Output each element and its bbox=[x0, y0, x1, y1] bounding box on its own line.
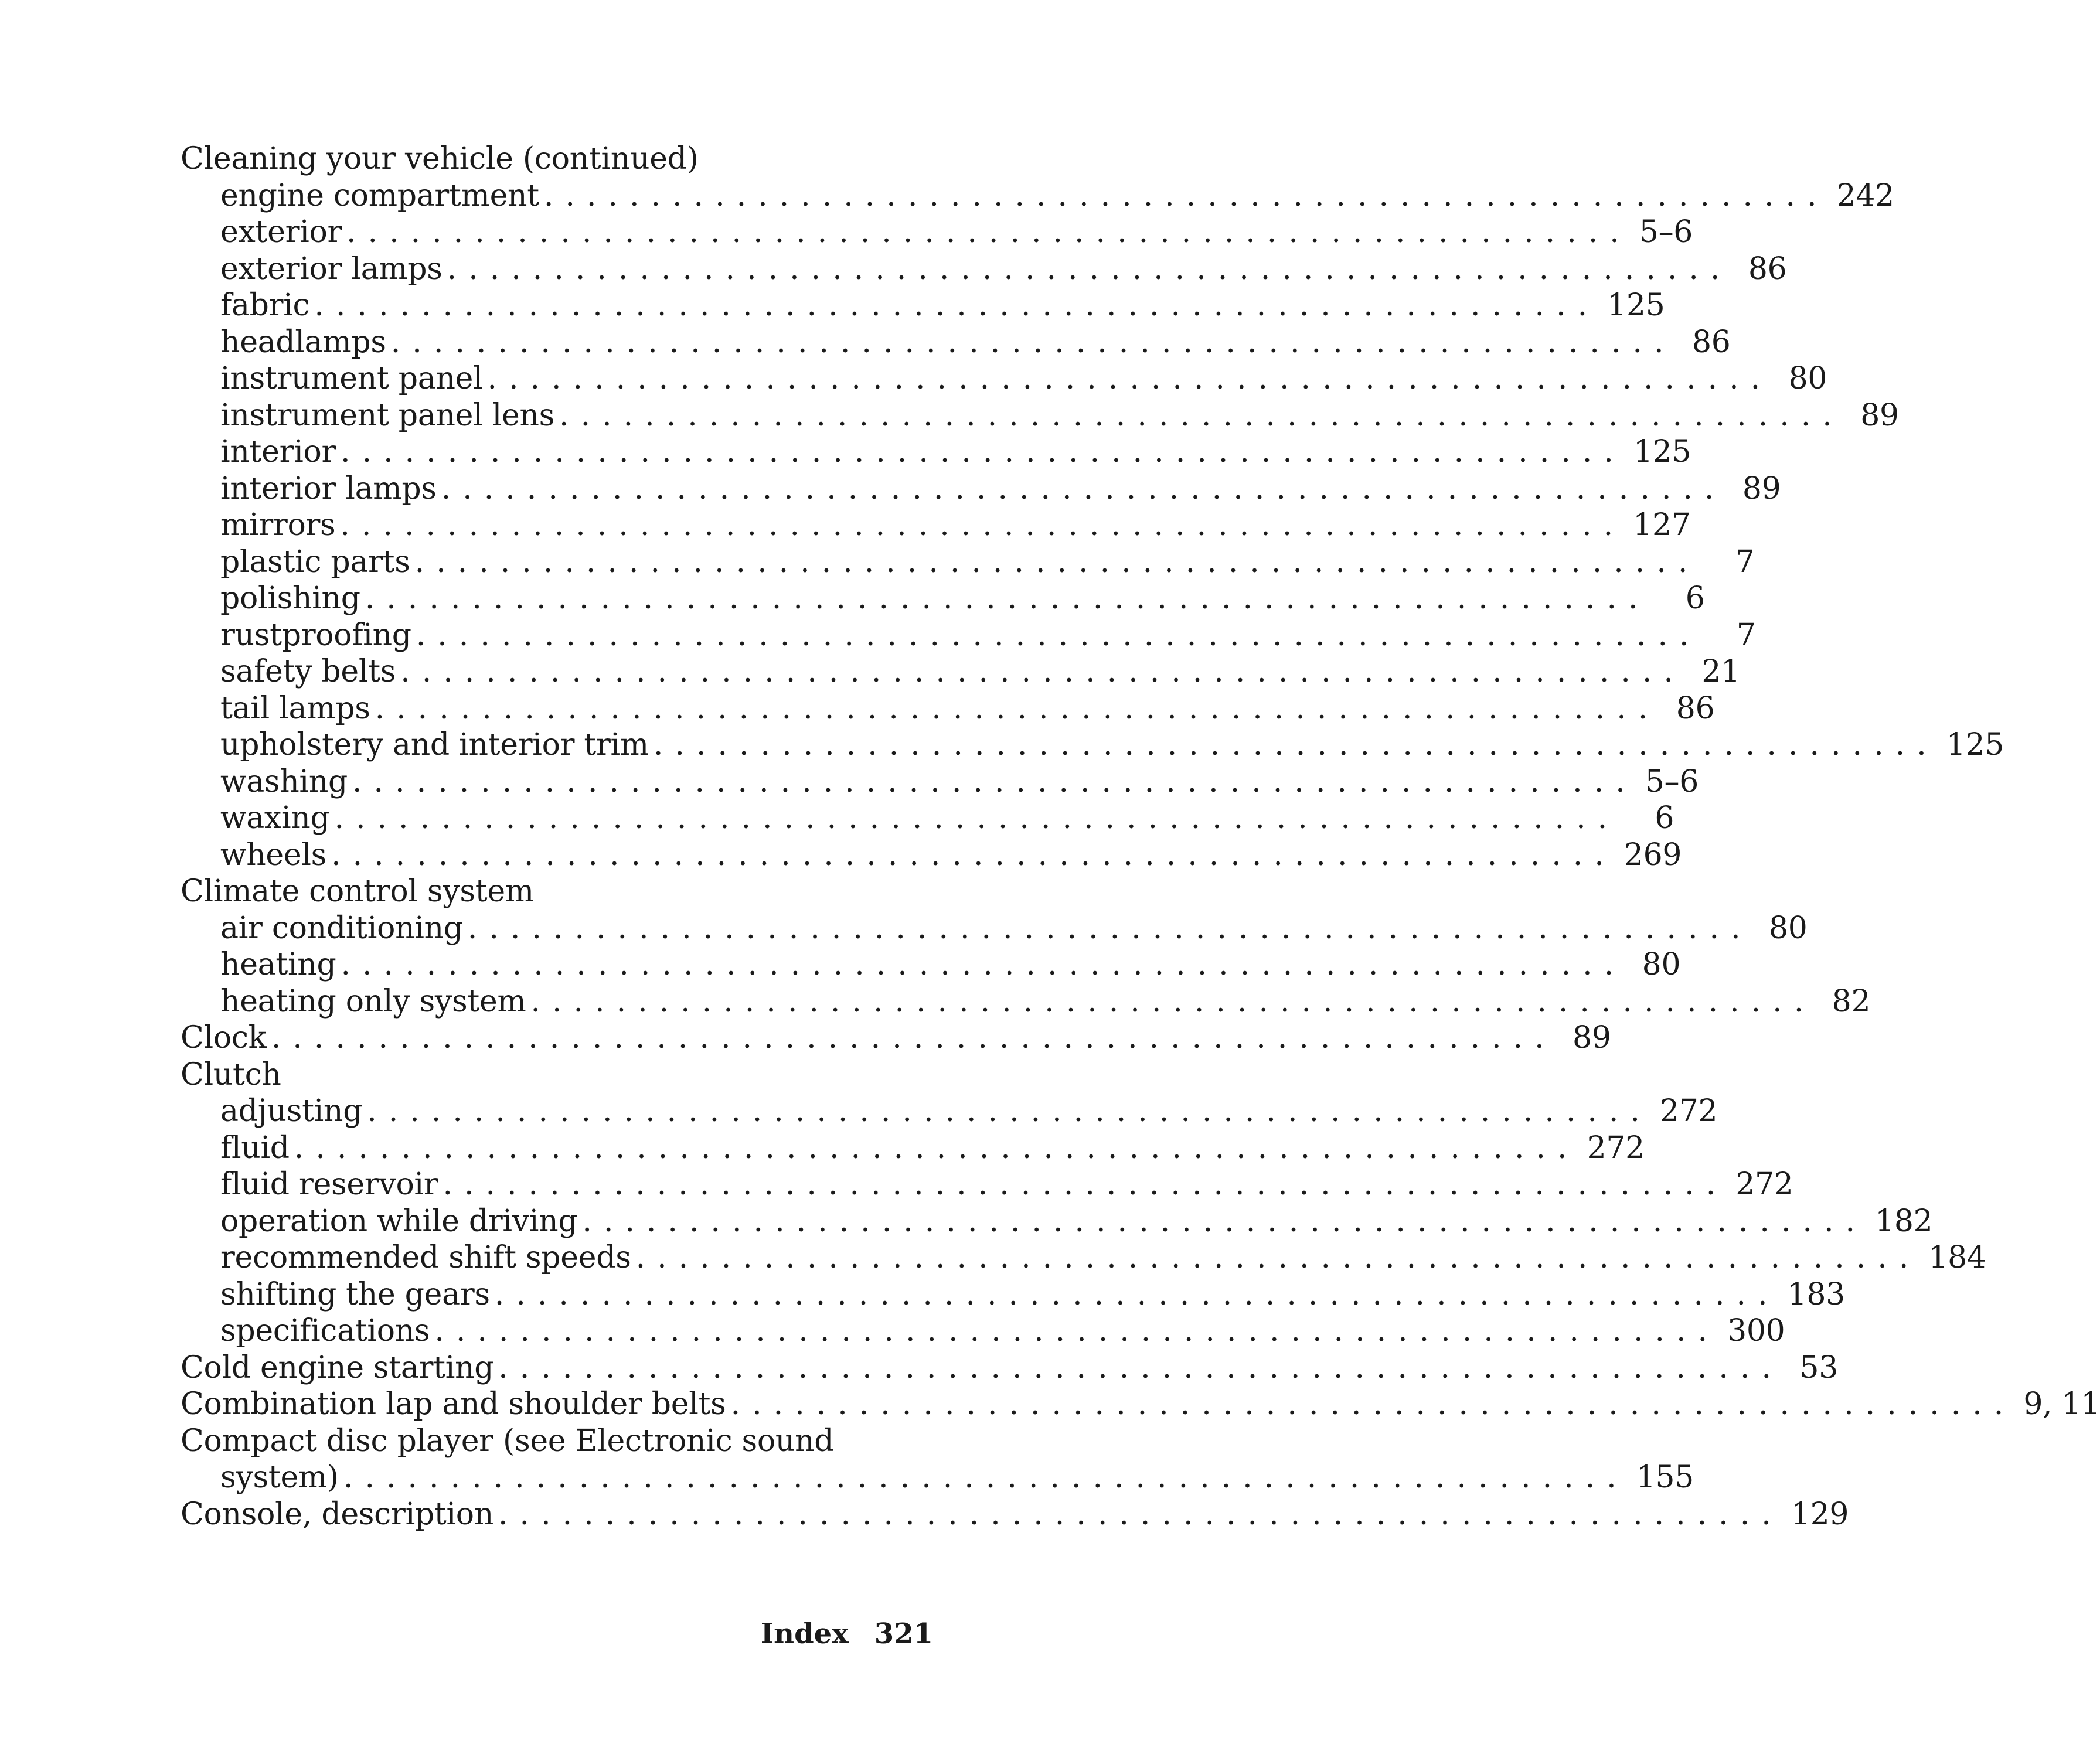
index-page-ref: 5–6 bbox=[1639, 214, 1693, 250]
index-term: plastic parts bbox=[220, 544, 410, 580]
index-entry bbox=[181, 1020, 1611, 1057]
index-page-ref: 184 bbox=[1928, 1240, 1986, 1275]
index-page-ref: 6 bbox=[1685, 581, 1705, 616]
index-subentry bbox=[181, 251, 1787, 288]
index-page-ref: 82 bbox=[1832, 983, 1871, 1019]
dot-leader: ............................................................ bbox=[635, 1240, 1921, 1275]
index-subentry bbox=[181, 1276, 1845, 1313]
dot-leader: ............................................................ bbox=[498, 1350, 1784, 1385]
dot-leader: ............................................................ bbox=[400, 654, 1685, 689]
index-page-ref: 125 bbox=[1633, 434, 1691, 469]
dot-leader: ............................................................ bbox=[447, 251, 1732, 287]
dot-leader: ............................................................ bbox=[294, 1130, 1579, 1166]
index-term: safety belts bbox=[220, 654, 396, 689]
index-page-ref: 272 bbox=[1735, 1167, 1793, 1202]
index-page-ref: 125 bbox=[1607, 288, 1665, 323]
index-term: Combination lap and shoulder belts bbox=[181, 1387, 726, 1422]
dot-leader: ............................................................ bbox=[441, 471, 1726, 506]
index-page-ref: 183 bbox=[1787, 1276, 1845, 1312]
index-subentry bbox=[181, 397, 1899, 434]
index-subentry bbox=[181, 837, 1682, 874]
index-subentry bbox=[181, 1093, 1718, 1130]
index-page-ref: 129 bbox=[1791, 1496, 1849, 1532]
dot-leader: ............................................................ bbox=[343, 1460, 1628, 1495]
index-subentry bbox=[181, 727, 2004, 764]
index-term: fluid bbox=[220, 1130, 290, 1166]
index-subentry bbox=[181, 580, 1705, 617]
index-term: exterior bbox=[220, 214, 342, 250]
index-subentry bbox=[181, 1459, 1694, 1496]
dot-leader: ............................................................ bbox=[467, 910, 1752, 946]
index-subentry bbox=[181, 287, 1665, 324]
index-term: Compact disc player (see Electronic sound bbox=[181, 1423, 834, 1459]
index-term: washing bbox=[220, 764, 348, 799]
index-term: system) bbox=[220, 1460, 339, 1495]
index-page-ref: 300 bbox=[1727, 1313, 1785, 1348]
index-subentry bbox=[181, 653, 1740, 690]
index-page-ref: 5–6 bbox=[1645, 764, 1699, 799]
dot-leader: ............................................................ bbox=[582, 1203, 1867, 1239]
index-subentry bbox=[181, 764, 1699, 801]
index-subentry bbox=[181, 360, 1827, 397]
index-term: mirrors bbox=[220, 508, 336, 543]
dot-leader: ............................................................ bbox=[730, 1387, 2016, 1422]
index-term: instrument panel lens bbox=[220, 397, 555, 433]
index-subentry bbox=[181, 1239, 1986, 1276]
index-page-ref: 80 bbox=[1768, 910, 1808, 946]
index-subentry bbox=[181, 1130, 1645, 1167]
dot-leader: ............................................................ bbox=[314, 288, 1599, 323]
index-term: air conditioning bbox=[220, 910, 463, 946]
index-term: Cleaning your vehicle (continued) bbox=[181, 141, 699, 176]
index-term: shifting the gears bbox=[220, 1276, 490, 1312]
index-subentry bbox=[181, 910, 1808, 947]
index-term: Climate control system bbox=[181, 874, 534, 909]
index-term: interior bbox=[220, 434, 336, 469]
dot-leader: ............................................................ bbox=[334, 801, 1619, 836]
index-entry bbox=[181, 141, 933, 178]
index-term: exterior lamps bbox=[220, 251, 443, 287]
index-entry bbox=[181, 873, 933, 910]
index-subentry bbox=[181, 617, 1756, 654]
dot-leader: ............................................................ bbox=[352, 764, 1637, 799]
index-subentry bbox=[181, 1166, 1793, 1203]
index-subentry bbox=[181, 946, 1681, 983]
index-list bbox=[181, 141, 2100, 1532]
index-term: adjusting bbox=[220, 1094, 363, 1129]
dot-leader: ............................................................ bbox=[434, 1313, 1720, 1348]
index-page-ref: 242 bbox=[1836, 178, 1894, 213]
index-page-ref: 86 bbox=[1676, 690, 1715, 726]
index-term: heating bbox=[220, 947, 336, 982]
index-subentry bbox=[181, 544, 1755, 581]
index-term: Clutch bbox=[181, 1057, 281, 1092]
index-page-ref: 125 bbox=[1946, 727, 2004, 762]
index-page-ref: 86 bbox=[1691, 324, 1731, 360]
index-subentry bbox=[181, 471, 1781, 508]
index-page-ref: 155 bbox=[1636, 1460, 1694, 1495]
index-term: fabric bbox=[220, 288, 310, 323]
index-subentry bbox=[181, 507, 1691, 544]
index-term: tail lamps bbox=[220, 690, 370, 726]
index-term: headlamps bbox=[220, 324, 386, 360]
dot-leader: ............................................................ bbox=[494, 1276, 1779, 1312]
index-page-ref: 272 bbox=[1587, 1130, 1645, 1166]
dot-leader: ............................................................ bbox=[498, 1496, 1783, 1532]
index-page-ref: 80 bbox=[1642, 947, 1681, 982]
index-subentry bbox=[181, 800, 1674, 837]
dot-leader: ............................................................ bbox=[530, 983, 1816, 1019]
dot-leader: ............................................................ bbox=[341, 434, 1625, 469]
dot-leader: ............................................................ bbox=[487, 361, 1772, 396]
index-entry bbox=[181, 1496, 1849, 1533]
index-term: heating only system bbox=[220, 983, 526, 1019]
dot-leader: ............................................................ bbox=[559, 397, 1844, 433]
dot-leader: ............................................................ bbox=[416, 617, 1701, 653]
index-page-ref: 272 bbox=[1659, 1094, 1718, 1129]
dot-leader: ............................................................ bbox=[653, 727, 1938, 762]
index-page-ref: 89 bbox=[1742, 471, 1781, 506]
index-subentry bbox=[181, 214, 1693, 251]
dot-leader: ............................................................ bbox=[390, 324, 1676, 360]
index-page-ref: 269 bbox=[1623, 837, 1682, 873]
dot-leader: ............................................................ bbox=[341, 947, 1626, 982]
index-entry bbox=[181, 1386, 2100, 1423]
index-page-ref: 182 bbox=[1875, 1203, 1933, 1239]
index-entry bbox=[181, 1057, 933, 1094]
index-term: fluid reservoir bbox=[220, 1167, 438, 1202]
footer-page-number: 321 bbox=[874, 1617, 933, 1650]
page-footer bbox=[761, 1617, 933, 1650]
index-subentry bbox=[181, 983, 1871, 1020]
index-term: instrument panel bbox=[220, 361, 483, 396]
index-entry bbox=[181, 1423, 933, 1460]
index-page-ref: 7 bbox=[1735, 544, 1755, 580]
index-term: rustproofing bbox=[220, 617, 411, 653]
index-page-ref: 7 bbox=[1736, 617, 1756, 653]
index-page-ref: 6 bbox=[1655, 801, 1674, 836]
index-term: Cold engine starting bbox=[181, 1350, 494, 1385]
dot-leader: ............................................................ bbox=[543, 178, 1829, 213]
dot-leader: ............................................................ bbox=[375, 690, 1660, 726]
index-term: Clock bbox=[181, 1020, 267, 1055]
index-term: specifications bbox=[220, 1313, 430, 1348]
dot-leader: ............................................................ bbox=[367, 1094, 1652, 1129]
index-page-ref: 9, 11 bbox=[2023, 1387, 2100, 1422]
index-page-ref: 127 bbox=[1633, 508, 1691, 543]
index-subentry bbox=[181, 324, 1731, 361]
dot-leader: ............................................................ bbox=[443, 1167, 1728, 1202]
index-entry bbox=[181, 1350, 1839, 1387]
index-page-ref: 21 bbox=[1701, 654, 1740, 689]
dot-leader: ............................................................ bbox=[331, 837, 1616, 873]
index-term: interior lamps bbox=[220, 471, 437, 506]
index-subentry bbox=[181, 690, 1715, 727]
index-page-ref: 80 bbox=[1788, 361, 1827, 396]
index-subentry bbox=[181, 434, 1691, 471]
dot-leader: ............................................................ bbox=[414, 544, 1700, 580]
dot-leader: ............................................................ bbox=[340, 508, 1625, 543]
index-term: wheels bbox=[220, 837, 327, 873]
index-term: upholstery and interior trim bbox=[220, 727, 649, 762]
index-subentry bbox=[181, 1203, 1933, 1240]
index-term: operation while driving bbox=[220, 1203, 578, 1239]
index-term: engine compartment bbox=[220, 178, 539, 213]
index-page-ref: 89 bbox=[1573, 1020, 1611, 1055]
index-term: polishing bbox=[220, 581, 360, 616]
index-term: recommended shift speeds bbox=[220, 1240, 631, 1275]
index-term: waxing bbox=[220, 801, 330, 836]
index-page-ref: 86 bbox=[1748, 251, 1787, 287]
dot-leader: ............................................................ bbox=[365, 581, 1650, 616]
index-page-ref: 89 bbox=[1860, 397, 1899, 433]
dot-leader: ............................................................ bbox=[346, 214, 1631, 250]
footer-section-label: Index bbox=[760, 1617, 849, 1650]
dot-leader: ............................................................ bbox=[271, 1020, 1556, 1055]
index-subentry bbox=[181, 178, 1894, 214]
index-term: Console, description bbox=[181, 1496, 494, 1532]
index-subentry bbox=[181, 1313, 1785, 1350]
index-page-ref: 53 bbox=[1799, 1350, 1839, 1385]
